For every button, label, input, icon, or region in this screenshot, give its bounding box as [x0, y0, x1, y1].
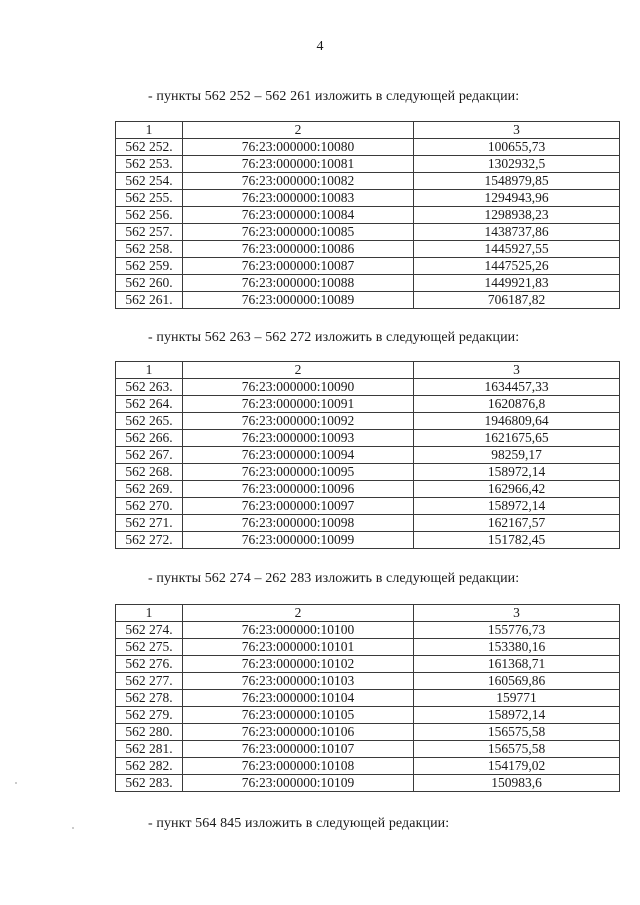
item-number-cell: 562 263. — [116, 379, 183, 396]
table-row — [116, 156, 620, 173]
value-cell: 1298938,23 — [414, 207, 620, 224]
value-cell: 158972,14 — [414, 498, 620, 515]
cadastral-number-cell: 76:23:000000:10083 — [183, 190, 414, 207]
value-cell: 151782,45 — [414, 532, 620, 549]
table-row — [116, 207, 620, 224]
item-number-cell: 562 280. — [116, 724, 183, 741]
item-number-cell: 562 277. — [116, 673, 183, 690]
item-number-cell: 562 275. — [116, 639, 183, 656]
table-row — [116, 532, 620, 549]
value-cell: 1294943,96 — [414, 190, 620, 207]
value-cell: 160569,86 — [414, 673, 620, 690]
table-row — [116, 690, 620, 707]
cadastral-number-cell: 76:23:000000:10107 — [183, 741, 414, 758]
table-row — [116, 190, 620, 207]
table-row — [116, 515, 620, 532]
cadastral-number-cell: 76:23:000000:10095 — [183, 464, 414, 481]
cadastral-number-cell: 76:23:000000:10101 — [183, 639, 414, 656]
column-header: 1 — [116, 605, 183, 622]
item-number-cell: 562 281. — [116, 741, 183, 758]
table-row — [116, 481, 620, 498]
cadastral-number-cell: 76:23:000000:10081 — [183, 156, 414, 173]
table-row — [116, 741, 620, 758]
table-row — [116, 707, 620, 724]
section-3-table — [115, 604, 620, 792]
item-number-cell: 562 260. — [116, 275, 183, 292]
value-cell: 1447525,26 — [414, 258, 620, 275]
item-number-cell: 562 279. — [116, 707, 183, 724]
table-row — [116, 139, 620, 156]
section-1-table — [115, 121, 620, 309]
item-number-cell: 562 258. — [116, 241, 183, 258]
value-cell: 153380,16 — [414, 639, 620, 656]
item-number-cell: 562 270. — [116, 498, 183, 515]
cadastral-number-cell: 76:23:000000:10104 — [183, 690, 414, 707]
page-number: 4 — [316, 39, 324, 54]
value-cell: 156575,58 — [414, 741, 620, 758]
table-row — [116, 639, 620, 656]
item-number-cell: 562 253. — [116, 156, 183, 173]
scan-speck — [15, 782, 17, 784]
cadastral-number-cell: 76:23:000000:10106 — [183, 724, 414, 741]
table-row — [116, 724, 620, 741]
item-number-cell: 562 264. — [116, 396, 183, 413]
cadastral-number-cell: 76:23:000000:10096 — [183, 481, 414, 498]
item-number-cell: 562 266. — [116, 430, 183, 447]
table-row — [116, 224, 620, 241]
column-header: 3 — [414, 362, 620, 379]
cadastral-number-cell: 76:23:000000:10080 — [183, 139, 414, 156]
table-header-row — [116, 122, 620, 139]
item-number-cell: 562 254. — [116, 173, 183, 190]
value-cell: 706187,82 — [414, 292, 620, 309]
column-header: 1 — [116, 122, 183, 139]
value-cell: 1438737,86 — [414, 224, 620, 241]
value-cell: 161368,71 — [414, 656, 620, 673]
value-cell: 158972,14 — [414, 464, 620, 481]
table-header-row — [116, 362, 620, 379]
item-number-cell: 562 274. — [116, 622, 183, 639]
value-cell: 1621675,65 — [414, 430, 620, 447]
section-2-table — [115, 361, 620, 549]
column-header: 2 — [183, 122, 414, 139]
column-header: 1 — [116, 362, 183, 379]
item-number-cell: 562 252. — [116, 139, 183, 156]
table-row — [116, 464, 620, 481]
value-cell: 159771 — [414, 690, 620, 707]
final-instruction: - пункт 564 845 изложить в следующей редакции: — [148, 816, 450, 831]
cadastral-number-cell: 76:23:000000:10100 — [183, 622, 414, 639]
cadastral-number-cell: 76:23:000000:10108 — [183, 758, 414, 775]
scan-speck — [72, 827, 74, 829]
column-header: 2 — [183, 605, 414, 622]
section-1-instruction: - пункты 562 252 – 562 261 изложить в следующей редакции: — [148, 89, 520, 104]
section-3-instruction: - пункты 562 274 – 262 283 изложить в следующей редакции: — [148, 571, 520, 586]
item-number-cell: 562 283. — [116, 775, 183, 792]
column-header: 2 — [183, 362, 414, 379]
item-number-cell: 562 261. — [116, 292, 183, 309]
table-row — [116, 447, 620, 464]
table-row — [116, 292, 620, 309]
cadastral-number-cell: 76:23:000000:10091 — [183, 396, 414, 413]
item-number-cell: 562 278. — [116, 690, 183, 707]
section-2-instruction: - пункты 562 263 – 562 272 изложить в следующей редакции: — [148, 330, 520, 345]
table-row — [116, 622, 620, 639]
table-row — [116, 258, 620, 275]
table-row — [116, 673, 620, 690]
item-number-cell: 562 257. — [116, 224, 183, 241]
cadastral-number-cell: 76:23:000000:10105 — [183, 707, 414, 724]
item-number-cell: 562 276. — [116, 656, 183, 673]
table-row — [116, 758, 620, 775]
value-cell: 155776,73 — [414, 622, 620, 639]
value-cell: 1620876,8 — [414, 396, 620, 413]
table-row — [116, 173, 620, 190]
item-number-cell: 562 255. — [116, 190, 183, 207]
table-row — [116, 498, 620, 515]
value-cell: 98259,17 — [414, 447, 620, 464]
cadastral-number-cell: 76:23:000000:10102 — [183, 656, 414, 673]
value-cell: 1302932,5 — [414, 156, 620, 173]
item-number-cell: 562 267. — [116, 447, 183, 464]
value-cell: 1445927,55 — [414, 241, 620, 258]
cadastral-number-cell: 76:23:000000:10097 — [183, 498, 414, 515]
item-number-cell: 562 259. — [116, 258, 183, 275]
cadastral-number-cell: 76:23:000000:10086 — [183, 241, 414, 258]
value-cell: 158972,14 — [414, 707, 620, 724]
item-number-cell: 562 282. — [116, 758, 183, 775]
table-row — [116, 430, 620, 447]
value-cell: 162167,57 — [414, 515, 620, 532]
value-cell: 1449921,83 — [414, 275, 620, 292]
cadastral-number-cell: 76:23:000000:10103 — [183, 673, 414, 690]
cadastral-number-cell: 76:23:000000:10109 — [183, 775, 414, 792]
cadastral-number-cell: 76:23:000000:10092 — [183, 413, 414, 430]
item-number-cell: 562 269. — [116, 481, 183, 498]
cadastral-number-cell: 76:23:000000:10085 — [183, 224, 414, 241]
value-cell: 154179,02 — [414, 758, 620, 775]
cadastral-number-cell: 76:23:000000:10089 — [183, 292, 414, 309]
table-row — [116, 656, 620, 673]
value-cell: 1634457,33 — [414, 379, 620, 396]
table-row — [116, 275, 620, 292]
cadastral-number-cell: 76:23:000000:10088 — [183, 275, 414, 292]
table-row — [116, 775, 620, 792]
item-number-cell: 562 265. — [116, 413, 183, 430]
value-cell: 1548979,85 — [414, 173, 620, 190]
cadastral-number-cell: 76:23:000000:10090 — [183, 379, 414, 396]
item-number-cell: 562 272. — [116, 532, 183, 549]
column-header: 3 — [414, 605, 620, 622]
item-number-cell: 562 271. — [116, 515, 183, 532]
item-number-cell: 562 268. — [116, 464, 183, 481]
value-cell: 162966,42 — [414, 481, 620, 498]
value-cell: 150983,6 — [414, 775, 620, 792]
column-header: 3 — [414, 122, 620, 139]
table-row — [116, 379, 620, 396]
table-row — [116, 413, 620, 430]
value-cell: 156575,58 — [414, 724, 620, 741]
cadastral-number-cell: 76:23:000000:10094 — [183, 447, 414, 464]
table-row — [116, 241, 620, 258]
cadastral-number-cell: 76:23:000000:10084 — [183, 207, 414, 224]
value-cell: 100655,73 — [414, 139, 620, 156]
cadastral-number-cell: 76:23:000000:10093 — [183, 430, 414, 447]
item-number-cell: 562 256. — [116, 207, 183, 224]
table-row — [116, 396, 620, 413]
cadastral-number-cell: 76:23:000000:10098 — [183, 515, 414, 532]
value-cell: 1946809,64 — [414, 413, 620, 430]
table-header-row — [116, 605, 620, 622]
cadastral-number-cell: 76:23:000000:10087 — [183, 258, 414, 275]
cadastral-number-cell: 76:23:000000:10099 — [183, 532, 414, 549]
cadastral-number-cell: 76:23:000000:10082 — [183, 173, 414, 190]
